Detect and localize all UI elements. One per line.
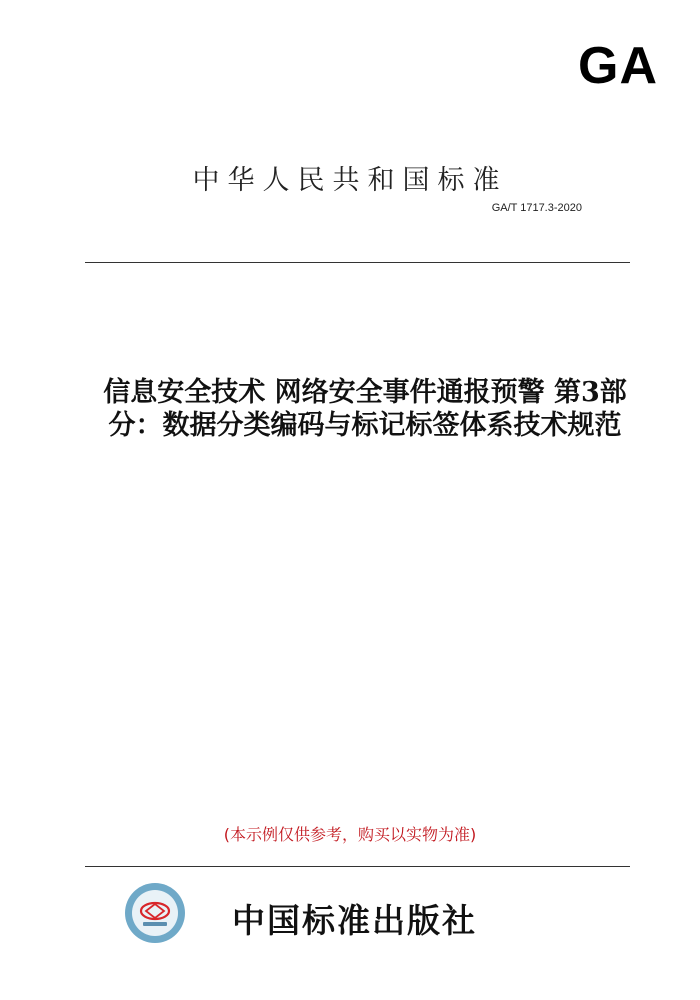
bottom-divider [85, 866, 630, 867]
publisher-name: 中国标准出版社 [232, 901, 477, 940]
seal-inner-disc [132, 890, 178, 936]
publisher-seal-icon [124, 882, 186, 944]
sample-notice: (本示例仅供参考，购买以实物为准) [223, 825, 477, 844]
ga-logo: GA [578, 37, 658, 95]
country-standard-heading: 中华人民共和国标准 [192, 165, 508, 196]
top-divider [85, 262, 630, 263]
standard-code: GA/T 1717.3-2020 [491, 202, 582, 214]
document-title [50, 376, 680, 442]
title-line-2: 分：数据分类编码与标记标签体系技术规范 [108, 410, 622, 441]
seal-banner [143, 922, 167, 926]
title-line-1: 信息安全技术 网络安全事件通报预警 第3部 [103, 377, 627, 408]
